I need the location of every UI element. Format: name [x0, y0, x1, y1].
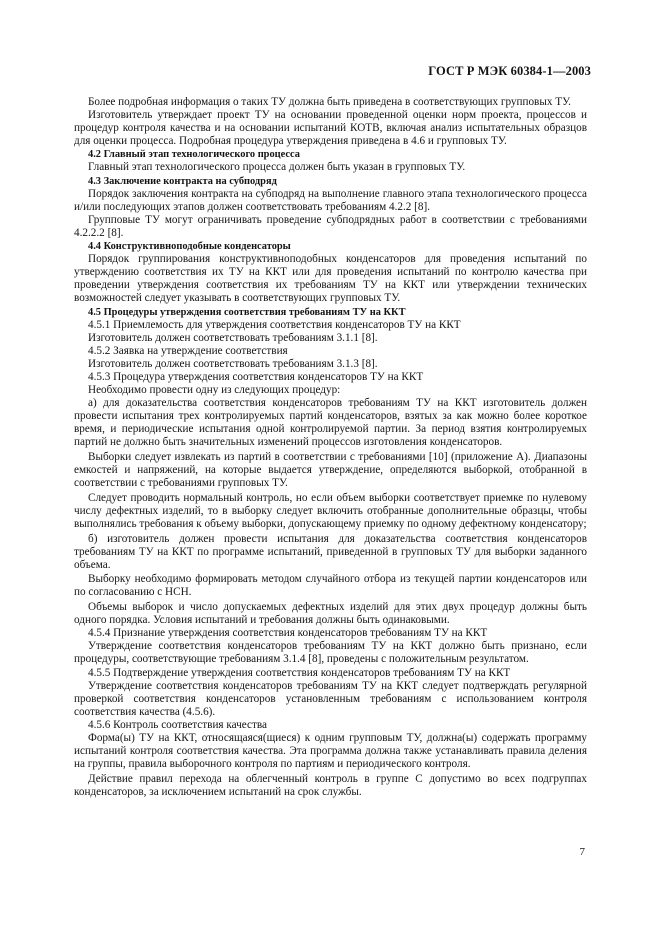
document-body — [74, 96, 587, 799]
body-paragraph: Утверждение соответствия конденсаторов требованиям ТУ на ККТ должно быть признано, если процедуры, соответствующие требованиям 3.1.4 [8], проведены с положительным результатом. — [74, 640, 587, 666]
list-item-b: б) изготовитель должен провести испытания для доказательства соответствия конденсаторов требованиям ТУ на ККТ по программе испытаний, приведенной в групповых ТУ для выборки заданного объема. — [74, 532, 587, 571]
body-paragraph: Изготовитель должен соответствовать требованиям 3.1.1 [8]. — [88, 331, 378, 344]
page-number: 7 — [579, 846, 585, 858]
body-paragraph: Объемы выборок и число допускаемых дефектных изделий для этих двух процедур должны быть одного порядка. Условия испытаний и требования должны быть одинаковыми. — [74, 601, 587, 627]
subsection-heading-4-5-1: 4.5.1 Приемлемость для утверждения соответствия конденсаторов ТУ на ККТ — [88, 318, 461, 331]
body-paragraph: Главный этап технологического процесса должен быть указан в групповых ТУ. — [88, 161, 466, 174]
body-paragraph: Необходимо провести одну из следующих процедур: — [88, 384, 341, 397]
body-paragraph: Следует проводить нормальный контроль, но если объем выборки соответствует приемке по нулевому числу дефектных изделий, то в выборку следует включить отобранные дополнительные образцы, чтобы выполнялись требования к объему выборки, допускающему приемку по одному дефектному конденсатору; — [74, 491, 587, 530]
body-paragraph: Выборку необходимо формировать методом случайного отбора из текущей партии конденсаторов или по согласованию с НСН. — [74, 573, 587, 599]
section-heading-4-5: 4.5 Процедуры утверждения соответствия требованиям ТУ на ККТ — [88, 306, 406, 318]
document-code-header: ГОСТ Р МЭК 60384-1—2003 — [428, 64, 591, 78]
body-paragraph: Порядок группирования конструктивноподобных конденсаторов для проведения испытаний по утверждению соответствия их ТУ на ККТ или для проведения испытаний по контролю качества при проведении утверждения соответствия их требованиям ТУ на ККТ или утверждении технических возможностей следует указывать в соответствующих групповых ТУ. — [74, 253, 587, 305]
subsection-heading-4-5-5: 4.5.5 Подтверждение утверждения соответствия конденсаторов требованиям ТУ на ККТ — [88, 666, 511, 679]
subsection-heading-4-5-3: 4.5.3 Процедура утверждения соответствия конденсаторов ТУ на ККТ — [88, 370, 424, 383]
section-heading-4-3: 4.3 Заключение контракта на субподряд — [88, 175, 277, 187]
body-paragraph: Изготовитель утверждает проект ТУ на основании проведенной оценки норм проекта, процессов и процедур контроля качества и на основании испытаний КОТВ, включая анализ испытательных образцов для оценки процесса. Подробная процедура утверждения приведена в 4.6 и групповых ТУ. — [74, 109, 587, 148]
subsection-heading-4-5-2: 4.5.2 Заявка на утверждение соответствия — [88, 344, 288, 357]
body-paragraph: Более подробная информация о таких ТУ должна быть приведена в соответствующих групповых ТУ. — [88, 96, 571, 108]
body-paragraph: Изготовитель должен соответствовать требованиям 3.1.3 [8]. — [88, 357, 378, 370]
body-paragraph: Форма(ы) ТУ на ККТ, относящаяся(щиеся) к одним групповым ТУ, должна(ы) содержать программу испытаний контроля соответствия качества. Эта программа должна также устанавливать правила деления на группы, правила выборочного контроля по партиям и периодического контроля. — [74, 732, 587, 771]
body-paragraph: Утверждение соответствия конденсаторов требованиям ТУ на ККТ следует подтверждать регулярной проверкой соответствия конденсаторов установленным требованиям с использованием контроля соответствия качества (4.5.6). — [74, 679, 587, 718]
body-paragraph: Действие правил перехода на облегченный контроль в группе С допустимо во всех подгруппах конденсаторов, за исключением испытаний на срок службы. — [74, 772, 587, 798]
subsection-heading-4-5-4: 4.5.4 Признание утверждения соответствия конденсаторов требованиям ТУ на ККТ — [88, 627, 488, 640]
section-heading-4-4: 4.4 Конструктивноподобные конденсаторы — [88, 241, 291, 253]
section-heading-4-2: 4.2 Главный этап технологического процесса — [88, 149, 300, 161]
list-item-a: а) для доказательства соответствия конденсаторов требованиям ТУ на ККТ изготовитель должен провести испытания трех контролируемых партий конденсаторов, взятых за как можно более короткое время, и периодические испытания одной контролируемой партии. За период взятия контролируемых партий не должно быть значительных изменений процессов изготовления конденсаторов. — [74, 397, 587, 449]
body-paragraph: Выборки следует извлекать из партий в соответствии с требованиями [10] (приложение А). Диапазоны емкостей и напряжений, на которые выдается утверждение, определяются выборкой, отобранной в соответствии с требованиями групповых ТУ. — [74, 451, 587, 490]
body-paragraph: Групповые ТУ могут ограничивать проведение субподрядных работ в соответствии с требованиями 4.2.2.2 [8]. — [74, 213, 587, 239]
body-paragraph: Порядок заключения контракта на субподряд на выполнение главного этапа технологического процесса и/или последующих этапов должен соответствовать требованиям 4.2.2 [8]. — [74, 187, 587, 213]
subsection-heading-4-5-6: 4.5.6 Контроль соответствия качества — [88, 718, 267, 731]
